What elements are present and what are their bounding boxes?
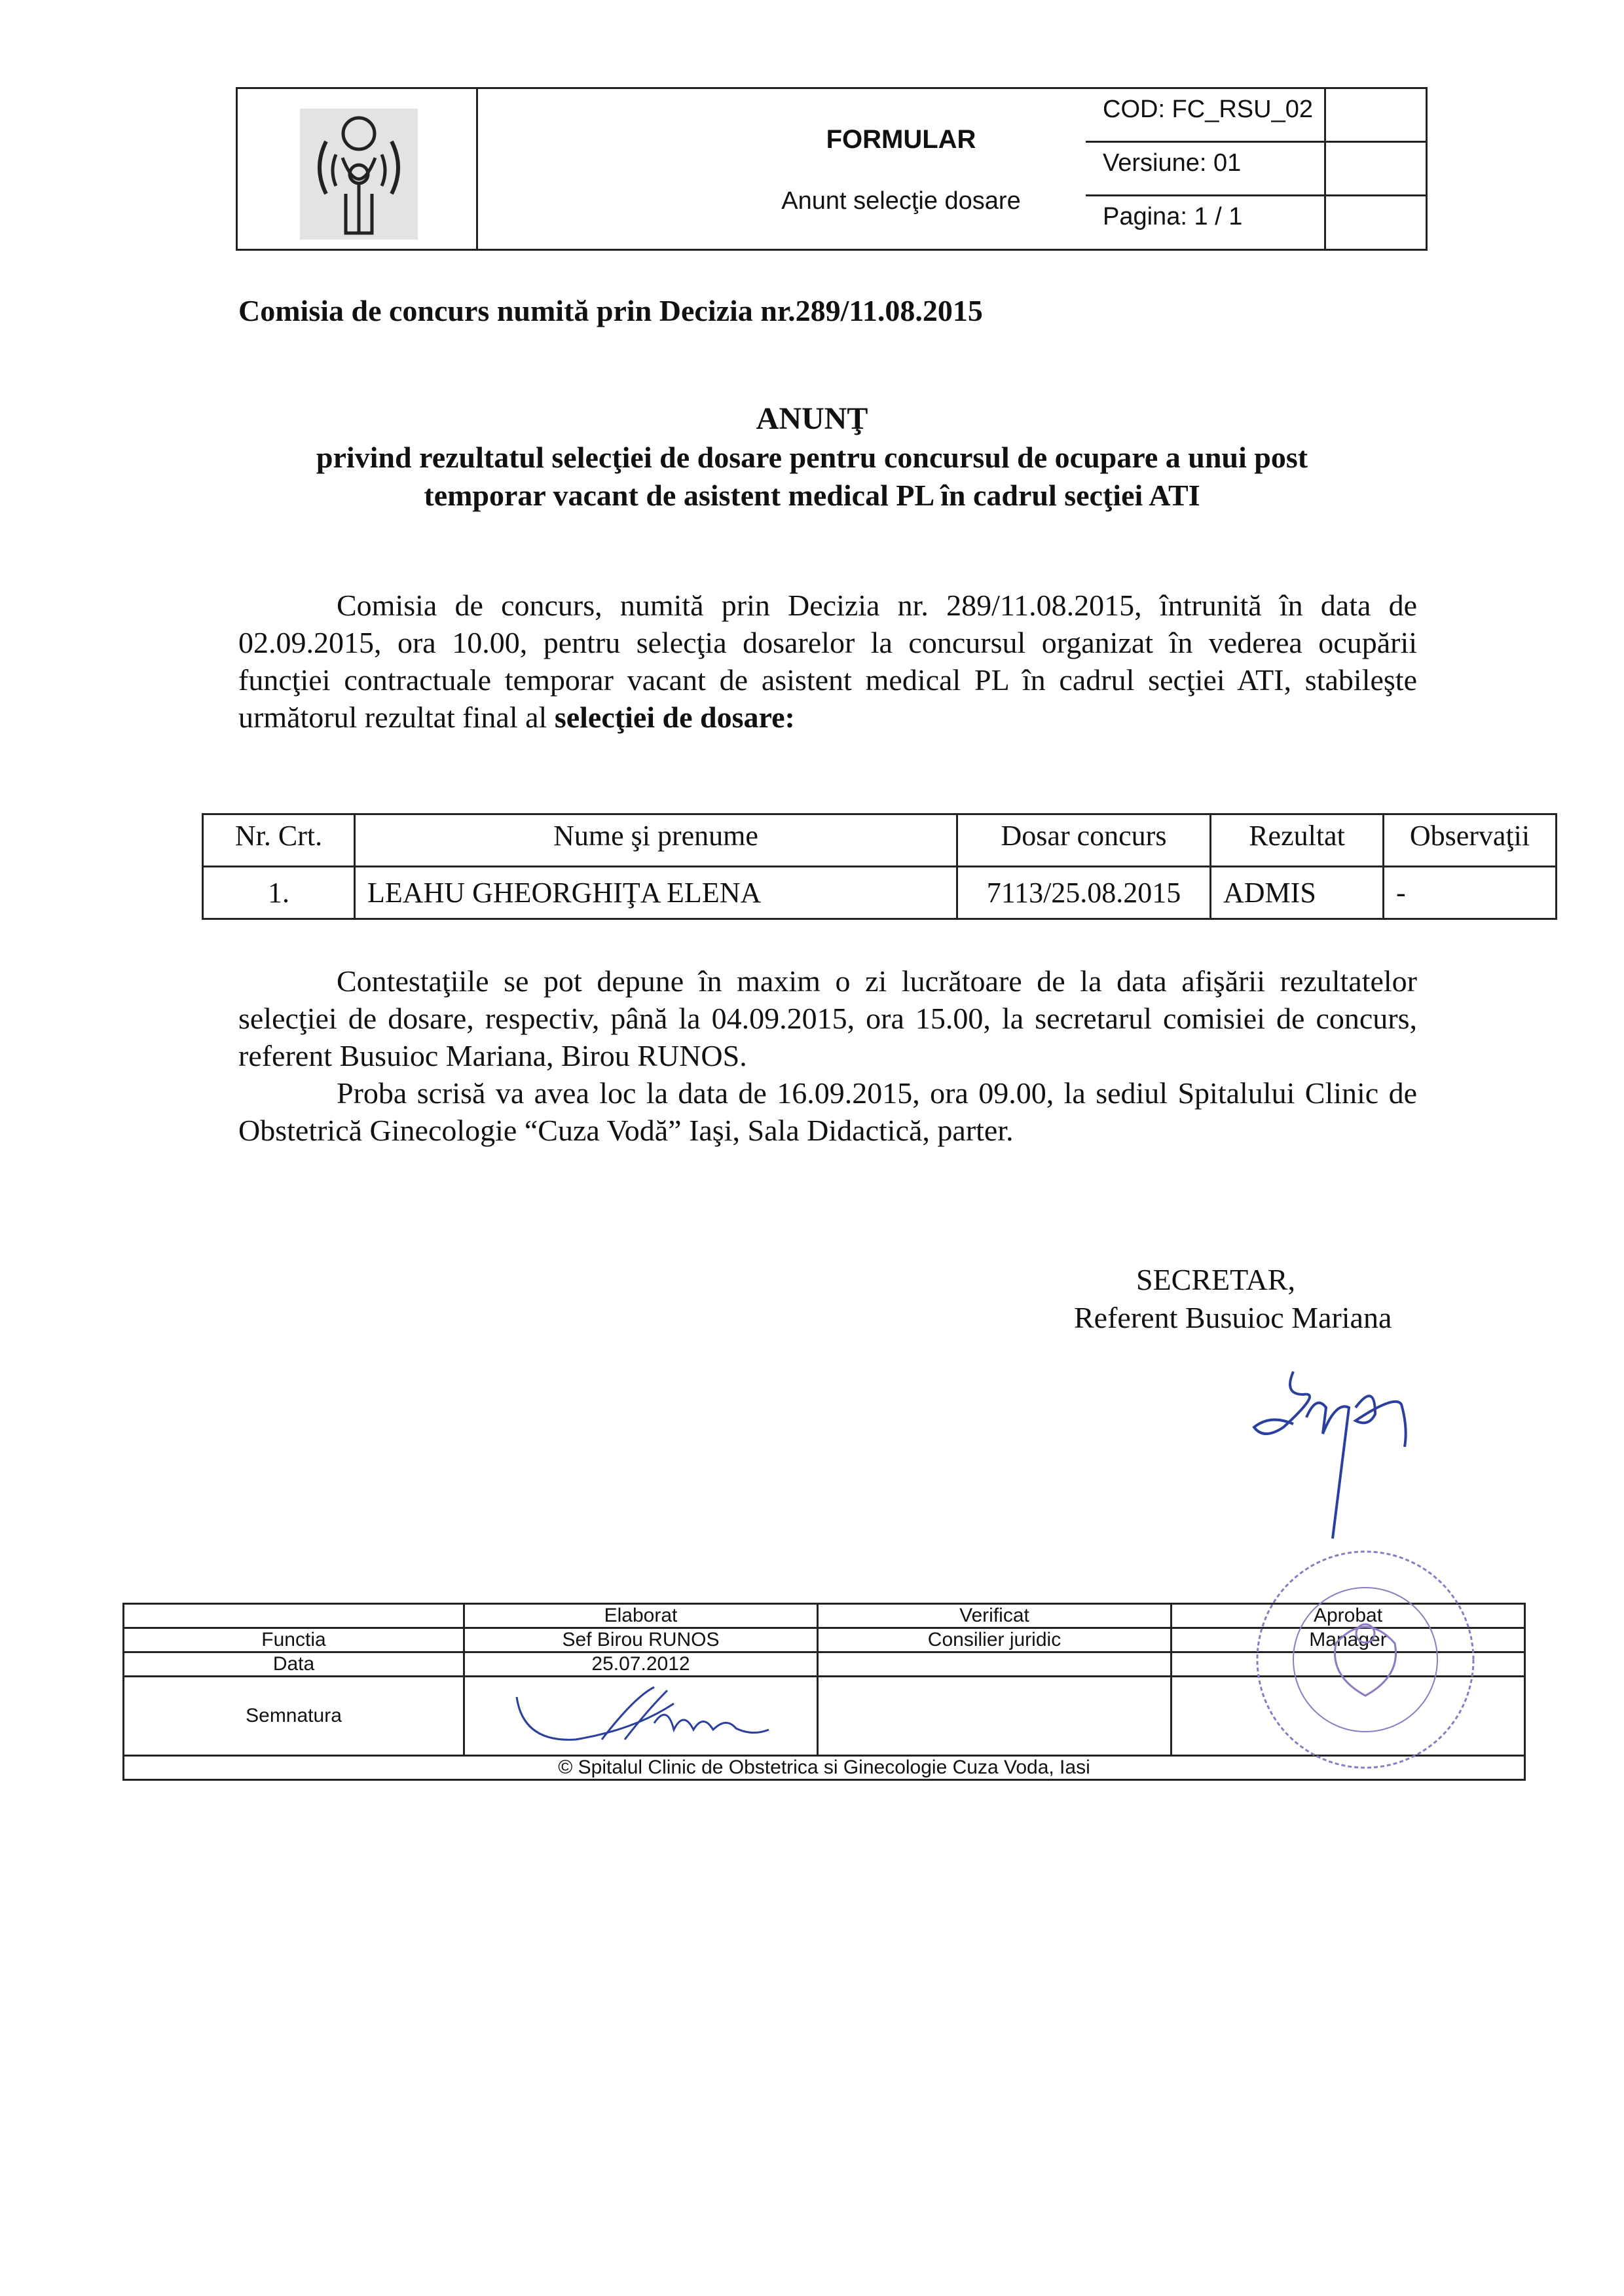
header-observations: Observaţii — [1384, 814, 1557, 867]
data-verificat — [818, 1652, 1172, 1677]
semnatura-label: Semnatura — [124, 1677, 464, 1756]
logo-cell — [238, 89, 478, 249]
announcement-subtitle-line-1: privind rezultatul selecţiei de dosare pentru concursul de ocupare a unui post — [316, 441, 1308, 474]
header-result: Rezultat — [1211, 814, 1384, 867]
paragraph-1-bold: selecţiei de dosare: — [554, 701, 795, 734]
paragraph-1-text: Comisia de concurs, numită prin Decizia nr. 289/11.08.2015, întrunită în data de 02.09.2015, ora 10.00, pentru selecţia dosarelor la concursul organizat în vederea ocupării funcţiei contractuale temporar vacant de asistent medical PL în cadrul secţiei ATI, stabileşte următorul rezultat final al — [238, 589, 1417, 734]
elaborat-signature — [504, 1677, 779, 1749]
functia-verificat: Consilier juridic — [818, 1628, 1172, 1652]
cell-result: ADMIS — [1211, 867, 1384, 919]
functia-aprobat: Manager — [1172, 1628, 1525, 1652]
approval-header-aprobat: Aprobat — [1172, 1604, 1525, 1628]
secretary-signature — [1244, 1355, 1460, 1545]
approval-header-blank — [124, 1604, 464, 1628]
header-name: Nume şi prenume — [355, 814, 957, 867]
data-label: Data — [124, 1652, 464, 1677]
cell-name: LEAHU GHEORGHIŢA ELENA — [355, 867, 957, 919]
announcement-title: ANUNŢ — [756, 401, 868, 436]
cell-nr: 1. — [203, 867, 355, 919]
functia-elaborat: Sef Birou RUNOS — [464, 1628, 818, 1652]
signature-title: SECRETAR, — [1136, 1263, 1295, 1296]
signature-name: Referent Busuioc Mariana — [1074, 1301, 1392, 1334]
announcement-subtitle-line-2: temporar vacant de asistent medical PL în cadrul secţiei ATI — [424, 479, 1200, 512]
announcement-subtitle — [196, 439, 1428, 515]
table-row — [203, 867, 1557, 919]
paragraph-1 — [238, 587, 1417, 736]
form-type: FORMULAR — [826, 125, 976, 154]
header-file: Dosar concurs — [957, 814, 1211, 867]
functia-label: Functia — [124, 1628, 464, 1652]
paragraph-3: Proba scrisă va avea loc la data de 16.09.2015, ora 09.00, la sediul Spitalului Clinic de Obstetrică Ginecologie “Cuza Vodă” Iaşi, Sala Didactică, parter. — [238, 1076, 1417, 1147]
results-header-row — [203, 814, 1557, 867]
form-page: Pagina: 1 / 1 — [1103, 203, 1243, 230]
semnatura-verificat — [818, 1677, 1172, 1756]
form-code: COD: FC_RSU_02 — [1086, 89, 1426, 143]
paragraph-2: Contestaţiile se pot depune în maxim o zi lucrătoare de la data afişării rezultatelor selecţiei de dosare, respectiv, până la 04.09.2015, ora 15.00, la secretarul comisiei de concurs, referent Busuioc Mariana, Birou RUNOS. — [238, 964, 1417, 1072]
approval-header-verificat: Verificat — [818, 1604, 1172, 1628]
copyright-text: © Spitalul Clinic de Obstetrica si Ginecologie Cuza Voda, Iasi — [124, 1756, 1525, 1780]
form-version: Versiune: 01 — [1086, 143, 1426, 196]
hospital-logo — [300, 109, 418, 240]
approval-header-elaborat: Elaborat — [464, 1604, 818, 1628]
form-meta-cell — [1086, 89, 1426, 249]
header-nr-crt: Nr. Crt. — [203, 814, 355, 867]
cell-file: 7113/25.08.2015 — [957, 867, 1211, 919]
form-subtitle: Anunt selecţie dosare — [781, 187, 1021, 215]
results-table — [202, 813, 1557, 920]
form-header — [236, 87, 1428, 251]
hospital-stamp — [1251, 1545, 1480, 1774]
semnatura-elaborat — [464, 1677, 818, 1756]
commission-line: Comisia de concurs numită prin Decizia nr.289/11.08.2015 — [238, 294, 983, 327]
cell-observations: - — [1384, 867, 1557, 919]
data-elaborat: 25.07.2012 — [464, 1652, 818, 1677]
